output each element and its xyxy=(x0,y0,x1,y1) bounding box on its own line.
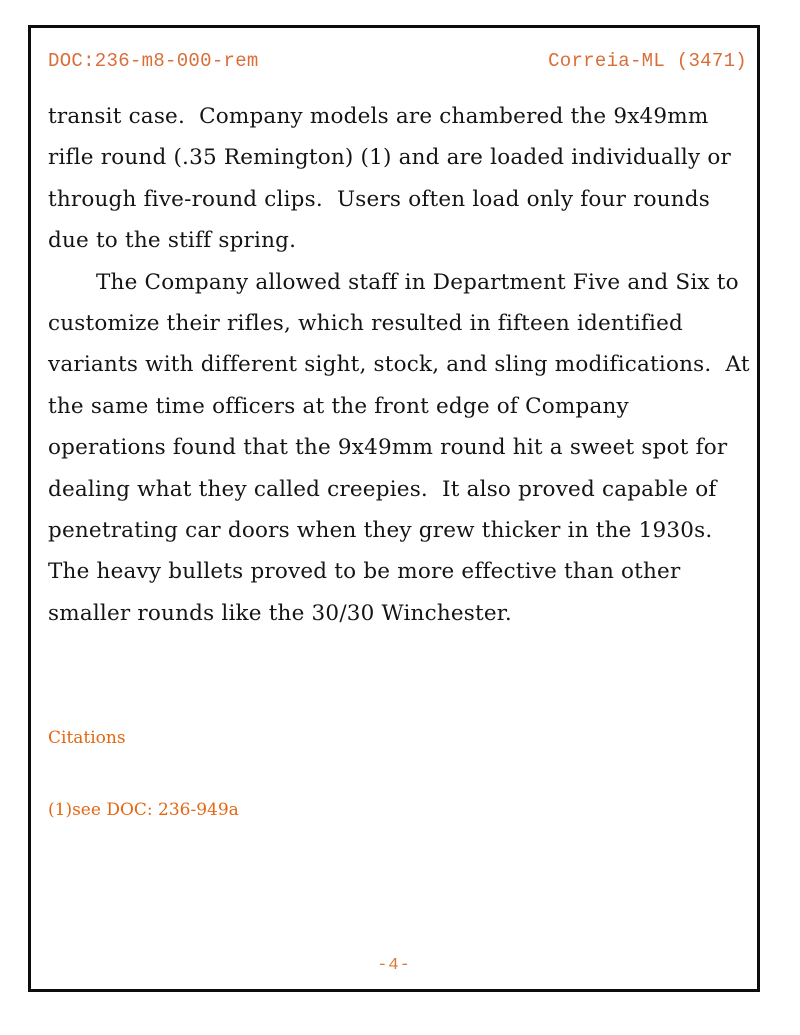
citation-entry: (1)see DOC: 236-949a xyxy=(48,800,239,820)
document-body xyxy=(48,96,757,634)
page-border xyxy=(28,25,760,992)
page-number: -4- xyxy=(377,956,411,975)
citations-section xyxy=(48,678,239,870)
citations-heading: Citations xyxy=(48,728,126,748)
page-footer xyxy=(31,956,757,975)
header-reference: Correia-ML (3471) xyxy=(548,50,747,72)
paragraph-2: The Company allowed staff in Department Five and Six to customize their rifles, which resulted in fifteen identified variants with different sight, stock, and sling modifications. At the same time officers at the front edge of Company operations found that the 9x49mm round hit a sweet spot for dealing what they called creepies. It also proved capable of penetrating car doors when they grew thicker in the 1930s. The heavy bullets proved to be more effective than other smaller rounds like the 30/30 Winchester. xyxy=(48,269,757,626)
paragraph-1: transit case. Company models are chambered the 9x49mm rifle round (.35 Remington) (1) and are loaded individually or through five-round clips. Users often load only four rounds due to the stiff spring. xyxy=(48,104,739,254)
document-id: DOC:236-m8-000-rem xyxy=(48,50,259,72)
page-header xyxy=(48,50,747,72)
